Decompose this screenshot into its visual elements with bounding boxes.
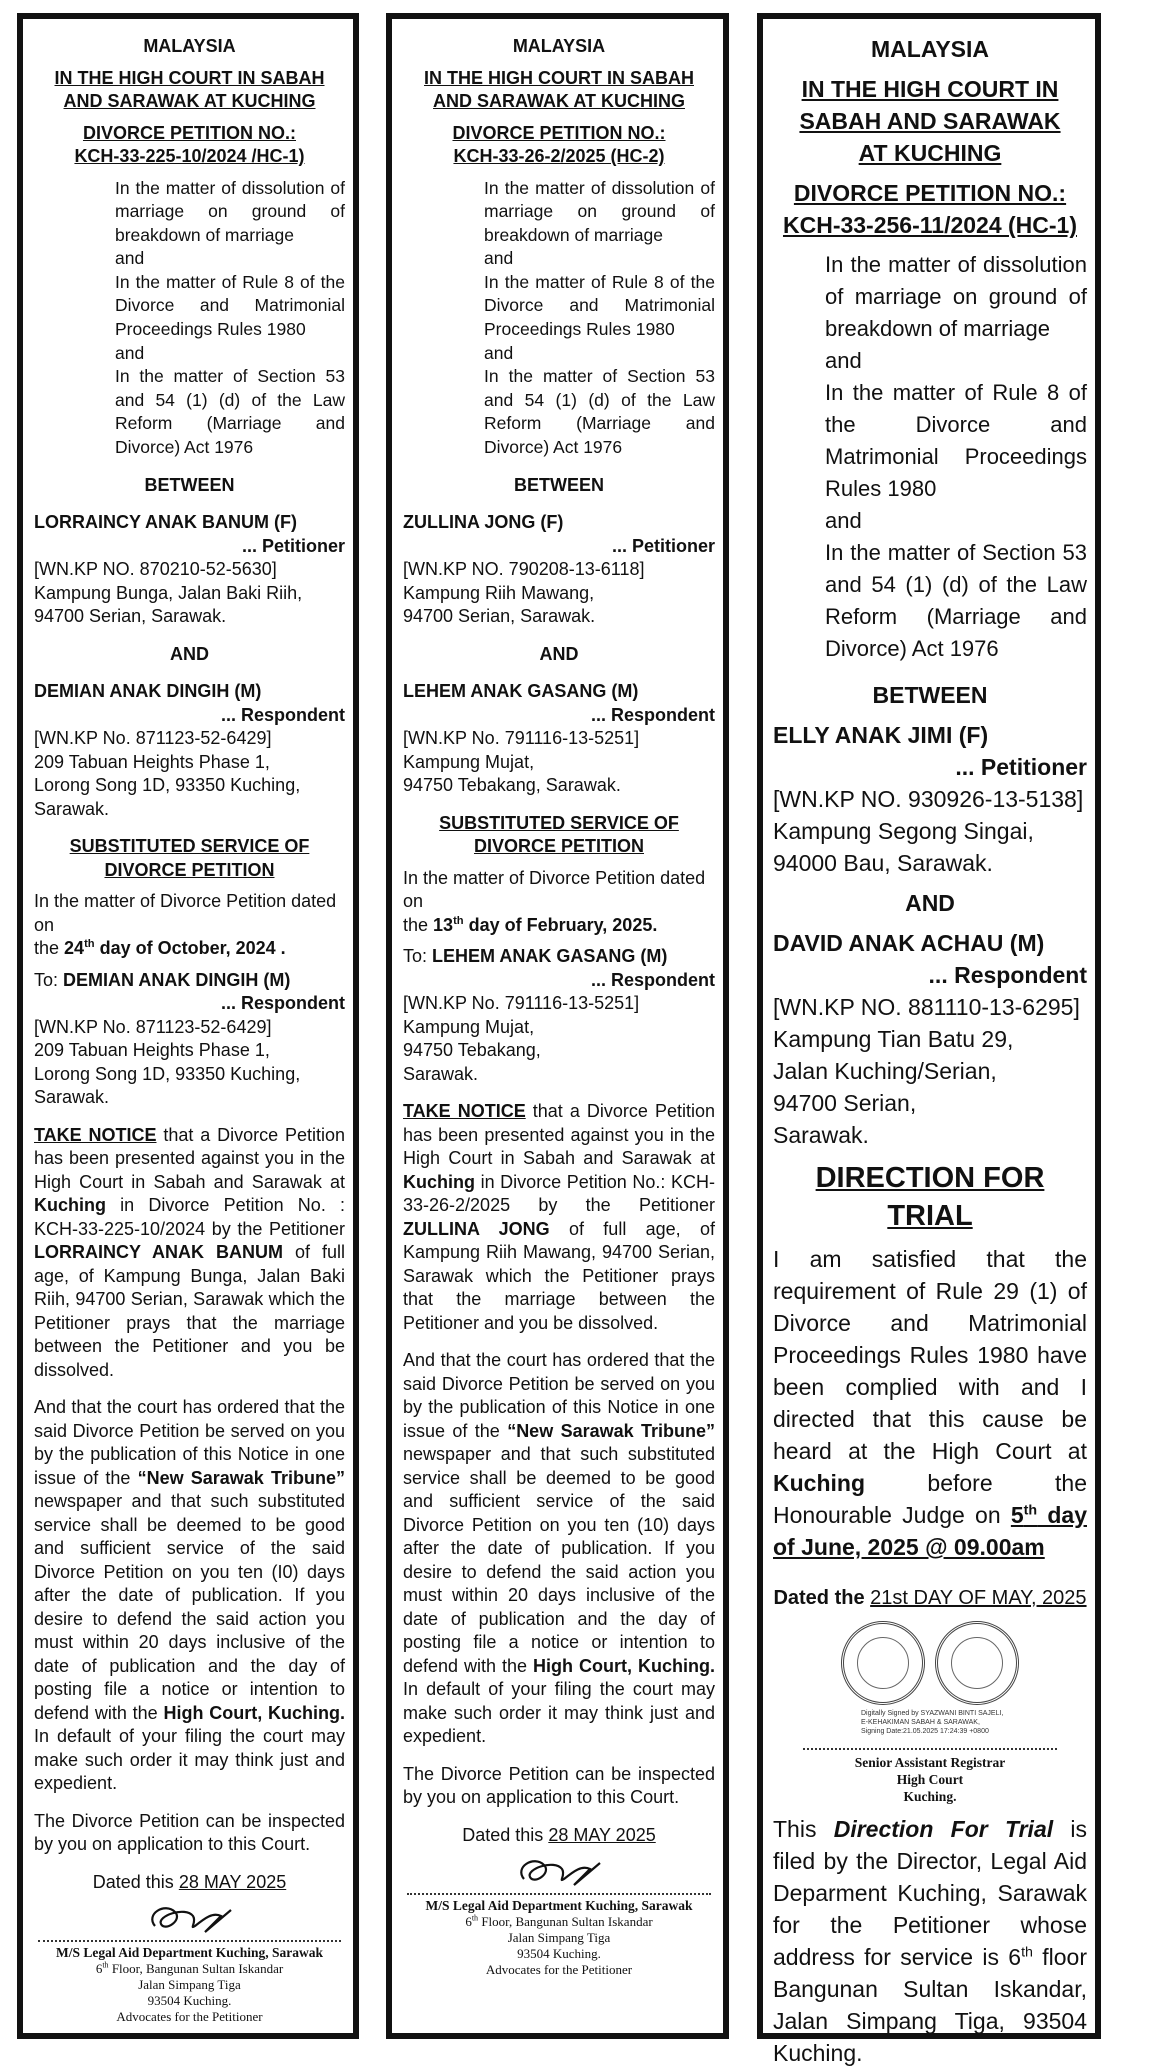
firm-role: Advocates for the Petitioner [116, 2009, 263, 2025]
petition-number: KCH-33-26-2/2025 (HC-2) [453, 146, 665, 166]
firm-role: Advocates for the Petitioner [485, 1962, 633, 1978]
petition-label: DIVORCE PETITION NO.: [82, 122, 296, 143]
substituted-heading-line2: DIVORCE PETITION [104, 859, 275, 880]
inspection-paragraph: The Divorce Petition can be inspected by you on application to this Court. [34, 1810, 345, 1855]
petitioner-address-2: 94000 Bau, Sarawak. [773, 850, 993, 876]
handwritten-signature [34, 1894, 345, 1940]
notice-column-3 [757, 13, 1101, 2066]
respondent-name: DEMIAN ANAK DINGIH (M) [34, 681, 262, 702]
court-heading-line1: IN THE HIGH COURT IN SABAH [424, 67, 694, 88]
petition-number: KCH-33-225-10/2024 /HC-1) [74, 146, 305, 166]
to-address-1: Kampung Mujat, [403, 1016, 535, 1037]
respondent-address-1: 209 Tabuan Heights Phase 1, [34, 751, 270, 772]
firm-name: M/S Legal Aid Department Kuching, Sarawak [425, 1898, 693, 1914]
petitioner-address-1: Kampung Bunga, Jalan Baki Riih, [34, 582, 303, 603]
petitioner-ic: [WN.KP NO. 790208-13-6118] [403, 559, 645, 580]
filed-by-paragraph: This Direction For Trial is filed by the Director, Legal Aid Deparment Kuching, Sarawak for the Petitioner whose address for service is 6th floor Bangunan Sultan Iskandar, Jalan Simpang Tiga, 93504 Kuching. [773, 1816, 1088, 2066]
petition-dated-intro: In the matter of Divorce Petition dated on [34, 891, 337, 935]
to-name: LEHEM ANAK GASANG (M) [432, 946, 668, 967]
to-name: DEMIAN ANAK DINGIH (M) [63, 969, 291, 990]
matter-clauses [484, 177, 715, 460]
firm-street: Jalan Simpang Tiga [138, 1977, 241, 1993]
respondent-name: LEHEM ANAK GASANG (M) [403, 681, 639, 702]
signature-scribble-icon [504, 1849, 614, 1893]
country-heading: MALAYSIA [143, 36, 236, 56]
high-court-kuching-seal-icon [935, 1621, 1019, 1705]
signature-line [407, 1893, 711, 1895]
firm-city: 93504 Kuching. [147, 1993, 232, 2009]
matter-clauses [825, 249, 1087, 665]
and-separator: AND [905, 890, 955, 916]
petition-dated-line: the 24th day of October, 2024 . [34, 938, 286, 959]
petitioner-name: ELLY ANAK JIMI (F) [773, 722, 989, 748]
and-separator: AND [539, 643, 579, 664]
petition-dated-intro: In the matter of Divorce Petition dated on [403, 867, 706, 912]
matter-and-1: and [115, 248, 145, 269]
notice-column-2 [386, 13, 729, 2039]
petitioner-address-2: 94700 Serian, Sarawak. [34, 606, 227, 627]
to-address-3: Sarawak. [403, 1063, 479, 1084]
digital-signature-note: Digitally Signed by SYAZWANI BINTI SAJELI, E-KEHAKIMAN SABAH & SARAWAK, Signing Date:21.05.2025 17:24:39 +0800 [861, 1710, 1004, 1735]
court-heading-line1: IN THE HIGH COURT IN [801, 76, 1059, 102]
petitioner-role: ... Petitioner [955, 754, 1087, 780]
respondent-role: ... Respondent [590, 704, 715, 725]
petitioner-address-1: Kampung Riih Mawang, [403, 582, 595, 603]
respondent-address-3: 94700 Serian, [773, 1090, 917, 1116]
signature-scribble-icon [135, 1896, 245, 1940]
signature-line [38, 1940, 341, 1942]
respondent-address-1: Kampung Mujat, [403, 751, 535, 772]
respondent-ic: [WN.KP No. 791116-13-5251] [403, 728, 640, 749]
respondent-role: ... Respondent [220, 704, 345, 725]
substituted-heading-line1: SUBSTITUTED SERVICE OF [439, 812, 679, 833]
dated-this-line: Dated this 28 MAY 2025 [92, 1871, 287, 1892]
petition-label: DIVORCE PETITION NO.: [452, 122, 666, 143]
notice-column-1 [17, 13, 359, 2039]
matter-and-1: and [825, 348, 862, 373]
court-heading-line2: AND SARAWAK AT KUCHING [433, 91, 685, 111]
to-role: ... Respondent [220, 993, 345, 1014]
matter-and-2: and [115, 342, 145, 363]
firm-floor: 6th Floor, Bangunan Sultan Iskandar [95, 1960, 284, 1977]
respondent-address-2: Jalan Kuching/Serian, [773, 1058, 997, 1084]
respondent-ic: [WN.KP No. 871123-52-6429] [34, 728, 272, 749]
court-heading-line1: IN THE HIGH COURT IN SABAH [54, 67, 325, 88]
petitioner-ic: [WN.KP NO. 930926-13-5138] [773, 786, 1084, 812]
respondent-address-4: Sarawak. [773, 1122, 869, 1148]
firm-street: Jalan Simpang Tiga [507, 1930, 611, 1946]
petition-dated-line: the 13th day of February, 2025. [403, 914, 658, 935]
firm-name: M/S Legal Aid Department Kuching, Sarawak [55, 1945, 323, 1961]
dated-the-line: Dated the 21st DAY OF MAY, 2025 [773, 1587, 1087, 1609]
to-address-2: 94750 Tebakang, [403, 1040, 541, 1061]
between-heading: BETWEEN [514, 474, 604, 495]
to-address-1: 209 Tabuan Heights Phase 1, [34, 1040, 270, 1061]
country-heading: MALAYSIA [871, 36, 989, 62]
petitioner-address-1: Kampung Segong Singai, [773, 818, 1034, 844]
registrar-signature-line [803, 1748, 1057, 1750]
respondent-address-1: Kampung Tian Batu 29, [773, 1026, 1014, 1052]
matter-3: In the matter of Section 53 and 54 (1) (d) of the Law Reform (Marriage and Divorce) Act 1976 [484, 366, 715, 458]
respondent-ic: [WN.KP NO. 881110-13-6295] [773, 994, 1080, 1020]
matter-2: In the matter of Rule 8 of the Divorce and Matrimonial Proceedings Rules 1980 [484, 271, 715, 340]
firm-block [403, 1898, 715, 1978]
court-order-paragraph: And that the court has ordered that the said Divorce Petition be served on you by the publication of this Notice in one issue of the “New Sarawak Tribune” newspaper and that such substituted service shall be deemed to be good and sufficient service of the said Divorce Petition on you ten (I0) days after the date of publication. If you desire to defend the said action you must within 20 days inclusive of the date of publication and the day of posting file a notice or intention to defend with the High Court, Kuching. In default of your filing the court may make such order it may think just and expedient. [34, 1397, 345, 1794]
between-heading: BETWEEN [144, 474, 235, 495]
substituted-heading-line2: DIVORCE PETITION [473, 836, 644, 857]
respondent-address-2: 94750 Tebakang, Sarawak. [403, 775, 621, 796]
inspection-paragraph: The Divorce Petition can be inspected by you on application to this Court. [403, 1763, 715, 1808]
registrar-block: Senior Assistant Registrar High Court Kuching. [854, 1755, 1006, 1804]
firm-block [34, 1945, 345, 2025]
matter-1: In the matter of dissolution of marriage on ground of breakdown of marriage [115, 177, 345, 245]
take-notice-paragraph: TAKE NOTICE that a Divorce Petition has been presented against you in the High Court in Sabah and Sarawak at Kuching in Divorce Petition No. : KCH-33-225-10/2024 by the Petitioner LORRAINCY ANAK BANUM of full age, of Kampung Bunga, Jalan Baki Riih, 94700 Serian, Sarawak which the Petitioner prays that the marriage between the Petitioner and you be dissolved. [34, 1124, 345, 1380]
matter-1: In the matter of dissolution of marriage on ground of breakdown of marriage [484, 177, 715, 245]
petitioner-role: ... Petitioner [241, 535, 345, 556]
court-heading-line2: SABAH AND SARAWAK [799, 108, 1061, 134]
court-heading-line2: AND SARAWAK AT KUCHING [63, 91, 316, 111]
petitioner-ic: [WN.KP NO. 870210-52-5630] [34, 559, 277, 580]
to-ic: [WN.KP No. 791116-13-5251] [403, 993, 640, 1014]
matter-2: In the matter of Rule 8 of the Divorce and Matrimonial Proceedings Rules 1980 [115, 271, 345, 340]
matter-and-2: and [484, 342, 514, 363]
respondent-role: ... Respondent [928, 962, 1087, 988]
and-separator: AND [170, 643, 209, 664]
to-line: To: LEHEM ANAK GASANG (M) [403, 946, 668, 967]
high-court-sabah-sarawak-seal-icon [841, 1621, 925, 1705]
firm-city: 93504 Kuching. [517, 1946, 601, 1962]
court-order-paragraph: And that the court has ordered that the said Divorce Petition be served on you by the publication of this Notice in one issue of the “New Sarawak Tribune” newspaper and that such substituted service shall be deemed to be good and sufficient service of the said Divorce Petition on you ten (10) days after the date of publication. If you desire to defend the said action you must within 20 days inclusive of the date of publication and the day of posting file a notice or intention to defend with the High Court, Kuching. In default of your filing the court may make such order it may think just and expedient. [403, 1350, 716, 1747]
matter-3: In the matter of Section 53 and 54 (1) (d) of the Law Reform (Marriage and Divorce) Act 1976 [825, 540, 1087, 661]
petitioner-role: ... Petitioner [611, 535, 715, 556]
respondent-name: DAVID ANAK ACHAU (M) [773, 930, 1045, 956]
to-line: To: DEMIAN ANAK DINGIH (M) [34, 969, 291, 990]
matter-and-1: and [484, 248, 514, 269]
direction-for-trial-heading: DIRECTION FOR TRIAL [815, 1162, 1045, 1232]
petitioner-name: ZULLINA JONG (F) [403, 512, 564, 533]
take-notice-paragraph: TAKE NOTICE that a Divorce Petition has been presented against you in the High Court in Sabah and Sarawak at Kuching in Divorce Petition No.: KCH-33-26-2/2025 by the Petitioner ZULLINA JONG of full age, of Kampung Riih Mawang, 94700 Serian, Sarawak which the Petitioner prays that the marriage between the Petitioner and you be dissolved. [403, 1101, 716, 1333]
petitioner-address-2: 94700 Serian, Sarawak. [403, 606, 596, 627]
court-seals [773, 1621, 1087, 1705]
court-heading-line3: AT KUCHING [858, 140, 1002, 166]
to-ic: [WN.KP No. 871123-52-6429] [34, 1016, 272, 1037]
petition-number: KCH-33-256-11/2024 (HC-1) [782, 212, 1077, 238]
dated-this-line: Dated this 28 MAY 2025 [462, 1824, 656, 1845]
handwritten-signature [403, 1847, 715, 1893]
matter-2: In the matter of Rule 8 of the Divorce and Matrimonial Proceedings Rules 1980 [825, 380, 1087, 501]
country-heading: MALAYSIA [512, 36, 606, 56]
respondent-address-2: Lorong Song 1D, 93350 Kuching, Sarawak. [34, 775, 301, 819]
between-heading: BETWEEN [872, 682, 988, 708]
matter-clauses [115, 177, 345, 460]
substituted-heading-line1: SUBSTITUTED SERVICE OF [69, 836, 310, 857]
matter-and-2: and [825, 508, 862, 533]
direction-paragraph: I am satisfied that the requirement of Rule 29 (1) of Divorce and Matrimonial Proceedings Rules 1980 have been complied with and I directed that this cause be heard at the High Court at Kuching before the Honourable Judge on 5th day of June, 2025 @ 09.00am [773, 1246, 1087, 1560]
petitioner-name: LORRAINCY ANAK BANUM (F) [34, 512, 297, 533]
petition-label: DIVORCE PETITION NO.: [793, 180, 1067, 206]
matter-3: In the matter of Section 53 and 54 (1) (d) of the Law Reform (Marriage and Divorce) Act 1976 [115, 366, 345, 458]
matter-1: In the matter of dissolution of marriage on ground of breakdown of marriage [825, 252, 1087, 341]
firm-floor: 6th Floor, Bangunan Sultan Iskandar [465, 1913, 653, 1930]
to-role: ... Respondent [590, 969, 715, 990]
to-address-2: Lorong Song 1D, 93350 Kuching, Sarawak. [34, 1063, 301, 1108]
